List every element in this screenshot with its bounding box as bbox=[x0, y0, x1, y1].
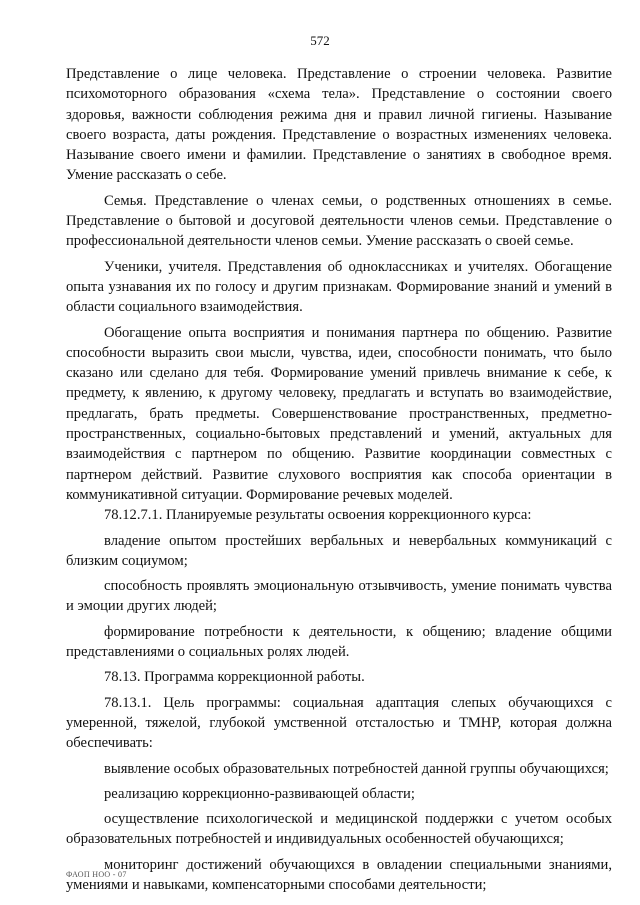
paragraph-planned-results-heading: 78.12.7.1. Планируемые результаты освоения коррекционного курса: bbox=[104, 507, 532, 524]
footer-code: ФАОП НОО - 07 bbox=[66, 870, 127, 879]
list-item-support: осуществление психологической и медицинской поддержки с учетом особых образовательных потребностей и индивидуальных особенностей обучающихся; bbox=[66, 811, 612, 848]
list-item-activity-need: формирование потребности к деятельности, к общению; владение общими представлениями о социальных ролях людей. bbox=[66, 623, 612, 661]
list-item-correction-area: реализацию коррекционно-развивающей области; bbox=[104, 785, 415, 802]
list-item-monitoring: мониторинг достижений обучающихся в овладении специальными знаниями, умениями и навыками, компенсаторными способами деятельности; bbox=[66, 856, 612, 893]
section-heading-correction-program: 78.13. Программа коррекционной работы. bbox=[104, 669, 365, 686]
paragraph-self-representation: Представление о лице человека. Представление о строении человека. Развитие психомоторного образования «схема тела». Представление о состоянии своего здоровья, важности соблюдения режима дня и правил личной гигиены. Называние своего возраста, даты рождения. Представление о возрастных изменениях человека. Называние своего имени и фамилии. Представление о занятиях в свободное время. Умение рассказать о себе. bbox=[66, 66, 612, 184]
paragraph-family: Семья. Представление о членах семьи, о родственных отношениях в семье. Представление о бытовой и досуговой деятельности членов семьи. Представление о профессиональной деятельности членов семьи. Умение рассказать о своей семье. bbox=[66, 192, 612, 250]
paragraph-students-teachers: Ученики, учителя. Представления об одноклассниках и учителях. Обогащение опыта узнавания их по голосу и другим признакам. Формирование знаний и умений в области социального взаимодействия. bbox=[66, 258, 612, 316]
page-number: 572 bbox=[310, 33, 330, 48]
list-item-communication-experience: владение опытом простейших вербальных и невербальных коммуникаций с близким социумом; bbox=[66, 532, 612, 569]
paragraph-communication-partner: Обогащение опыта восприятия и понимания партнера по общению. Развитие способности выразить свои мысли, чувства, идеи, способности понимать, что было сказано или сделано для тебя. Формирование умений привлечь внимание к себе, к предмету, к явлению, к другому человеку, предлагать и вступать во взаимодействие, предлагать, брать предметы. Совершенствование пространственных, предметно-пространственных, социально-бытовых представлений и умений, актуальных для взаимодействия с партнером по общению. Развитие координации совместных с партнером действий. Развитие слухового восприятия как способа ориентации в коммуникативной ситуации. Формирование речевых моделей. bbox=[66, 324, 612, 503]
list-item-identify-needs: выявление особых образовательных потребностей данной группы обучающихся; bbox=[104, 760, 609, 777]
paragraph-program-goal: 78.13.1. Цель программы: социальная адаптация слепых обучающихся с умеренной, тяжелой, глубокой умственной отсталостью и ТМНР, которая должна обеспечивать: bbox=[66, 694, 612, 752]
body-text bbox=[66, 64, 612, 895]
list-item-emotional-responsiveness: способность проявлять эмоциональную отзывчивость, умение понимать чувства и эмоции других людей; bbox=[66, 578, 612, 615]
